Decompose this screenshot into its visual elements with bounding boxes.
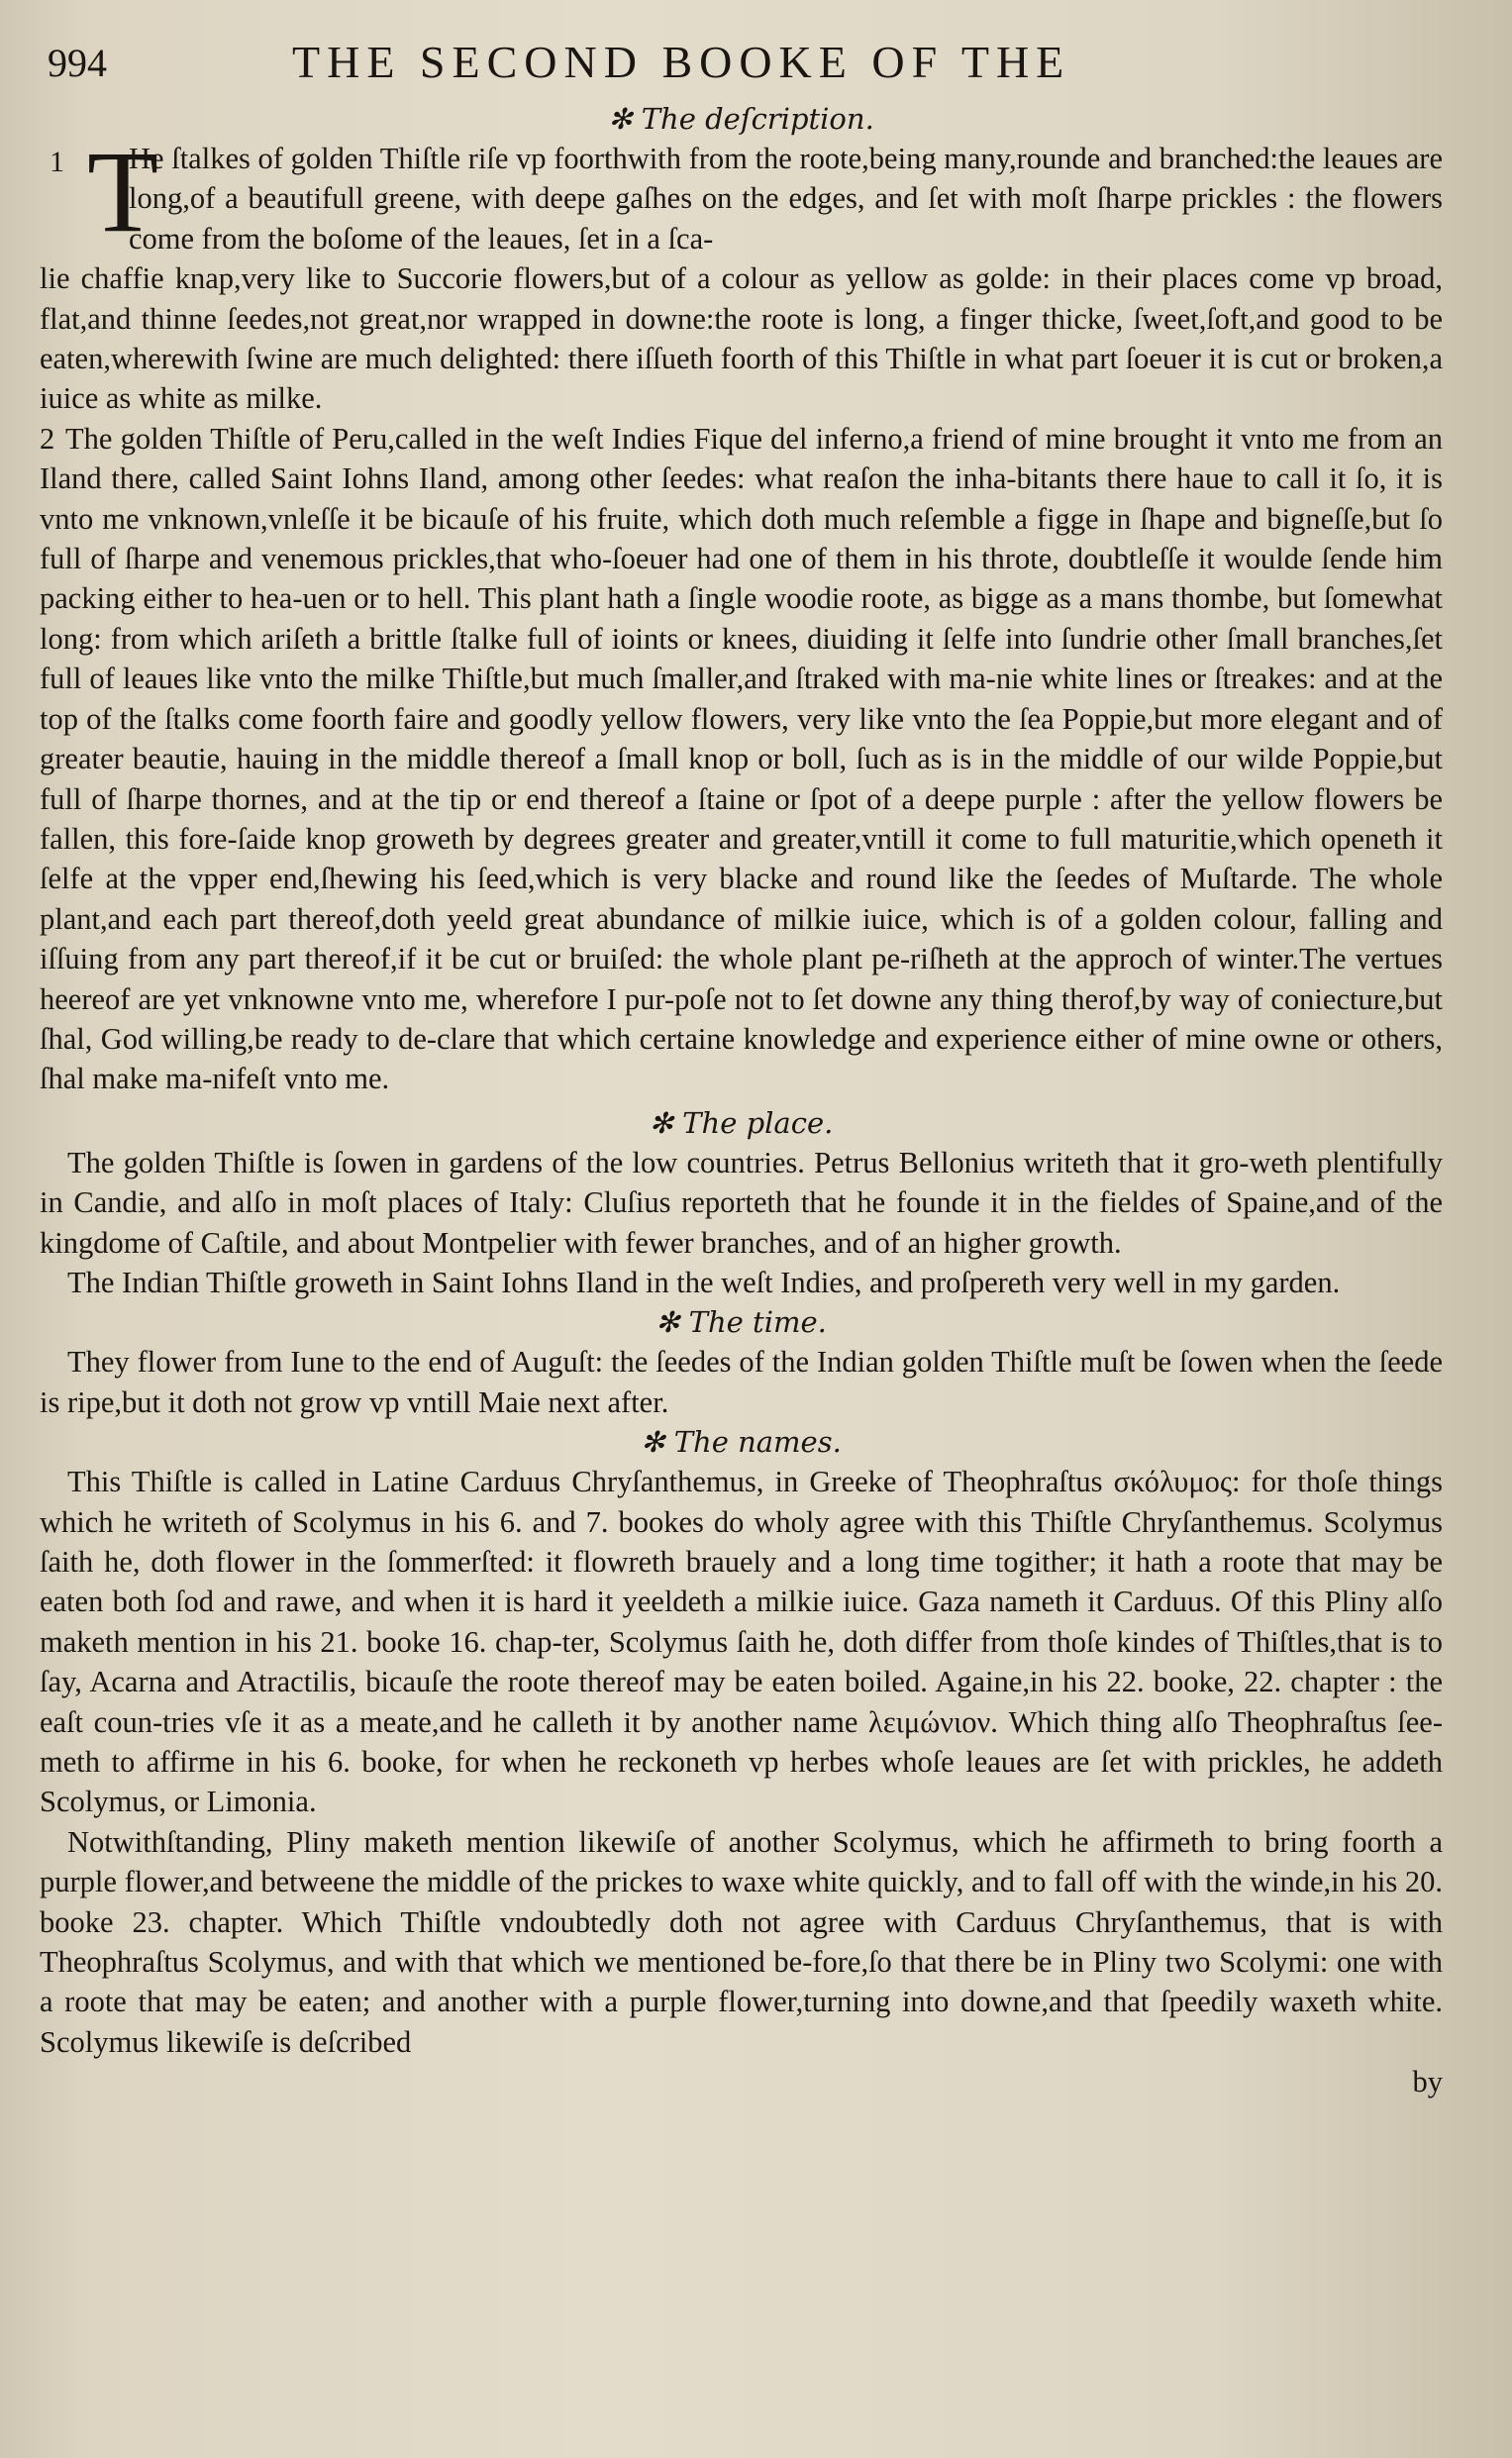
description-paragraph-2 — [40, 419, 1443, 1099]
description-heading: ✻ The deſcription. — [608, 102, 874, 136]
names-paragraph-1: This Thiſtle is called in Latine Carduus Chryſanthemus, in Greeke of Theophraſtus σκόλυμος: for thoſe things which he writeth of Scolymus in his 6. and 7. bookes do wholy agree with this Thiſtle Chryſanthemus. Scolymus ſaith he, doth flower in the ſommerſted: it flowreth brauely and a long time togither; it hath a roote that may be eaten both ſod and rawe, and when it is hard it yeeldeth a milkie iuice. Gaza nameth it Carduus. Of this Pliny alſo maketh mention in his 21. booke 16. chap-ter, Scolymus ſaith he, doth differ from thoſe kindes of Thiſtles,that is to ſay, Acarna and Atractilis, bicauſe the roote thereof may be eaten boiled. Againe,in his 22. booke, 22. chapter : the eaſt coun-tries vſe it as a meate,and he calleth it by another name λειμώνιον. Which thing alſo Theophraſtus ſee-meth to affirme in his 6. booke, for when he reckoneth vp herbes whoſe leaues are ſet with prickles, he addeth Scolymus, or Limonia. — [40, 1465, 1443, 1819]
names-heading: ✻ The names. — [641, 1425, 842, 1460]
paragraph-text: The golden Thiſtle of Peru,called in the weſt Indies Fique del inferno,a friend of mine brought it vnto me from an Iland there, called Saint Iohns Iland, among other ſeedes: what reaſon the inha-bitants there haue to call it ſo, it is vnto me vnknown,vnleſſe it be bicauſe of his fruite, which doth much reſemble a figge in ſhape and bigneſſe,but ſo full of ſharpe and venemous prickles,that who-ſoeuer had one of them in his throte, doubtleſſe it woulde ſende him packing either to hea-uen or to hell. This plant hath a ſingle woodie roote, as bigge as a mans thombe, but ſomewhat long: from which ariſeth a brittle ſtalke full of ioints or knees, diuiding it ſelfe into ſundrie other ſmall branches,ſet full of leaues like vnto the milke Thiſtle,but much ſmaller,and ſtraked with ma-nie white lines or ſtreakes: and at the top of the ſtalks come foorth faire and goodly yellow flowers, very like vnto the ſea Poppie,but more elegant and of greater beautie, hauing in the middle thereof a ſmall knop or boll, ſuch as is in the middle of our wilde Poppie,but full of ſharpe thornes, and at the tip or end thereof a ſtaine or ſpot of a deepe purple : after the yellow flowers be fallen, this fore-ſaide knop groweth by degrees greater and greater,vntill it come to full maturitie,which openeth it ſelfe at the vpper end,ſhewing his ſeed,which is very blacke and round like the ſeedes of Muſtarde. The whole plant,and each part thereof,doth yeeld great abundance of milkie iuice, which is of a golden colour, falling and iſſuing from any part thereof,if it be cut or bruiſed: the whole plant pe-riſheth at the approch of winter.The vertues heereof are yet vnknowne vnto me, wherefore I pur-poſe not to ſet downe any thing therof,by way of coniecture,but ſhal, God willing,be ready to de-clare that which certaine knowledge and experience either of mine owne or others, ſhal make ma-nifeſt vnto me. — [40, 421, 1443, 1096]
paragraph-text: He ſtalkes of golden Thiſtle riſe vp foorthwith from the roote,being many,rounde and branched:the leaues are long,of a beautifull greene, with deepe gaſhes on the edges, and ſet with moſt ſharpe prickles : the flowers come from the boſome of the leaues, ſet in a ſca- — [129, 142, 1443, 256]
place-paragraph-2: The Indian Thiſtle groweth in Saint Iohns Iland in the weſt Indies, and proſpereth very well in my garden. — [67, 1265, 1341, 1299]
description-paragraph-1 — [40, 127, 1443, 258]
names-paragraph-2: Notwithſtanding, Pliny maketh mention likewiſe of another Scolymus, which he affirmeth to bring foorth a purple flower,and betweene the middle of the prickes to waxe white quickly, and to fall off with the winde,in his 20. booke 23. chapter. Which Thiſtle vndoubtedly doth not agree with Carduus Chryſanthemus, that is with Theophraſtus Scolymus, and with that which we mentioned be-fore,ſo that there be in Pliny two Scolymi: one with a roote that may be eaten; and another with a purple flower,turning into downe,and that ſpeedily waxeth white. Scolymus likewiſe is deſcribed — [40, 1824, 1443, 2059]
paragraph-number: 1 — [50, 146, 64, 178]
place-heading: ✻ The place. — [649, 1105, 834, 1140]
catchword: by — [1412, 2065, 1443, 2100]
description-paragraph-1-continued: lie chaffie knap,very like to Succorie flowers,but of a colour as yellow as golde: in their places come vp broad, flat,and thinne ſeedes,not great,nor wrapped in downe:the roote is long, a finger thicke, ſweet,ſoft,and good to be eaten,wherewith ſwine are much delighted: there iſſueth foorth of this Thiſtle in what part ſoeuer it is cut or broken,a iuice as white as milke. — [40, 261, 1443, 416]
place-paragraph-1: The golden Thiſtle is ſowen in gardens of the low countries. Petrus Bellonius writeth that it gro-weth plentifully in Candie, and alſo in moſt places of Italy: Cluſius reporteth that he founde it in the fieldes of Spaine,and of the kingdome of Caſtile, and about Montpelier with fewer branches, and of an higher growth. — [40, 1145, 1443, 1260]
page-header — [40, 30, 1443, 99]
running-head: THE SECOND BOOKE OF THE — [292, 37, 1071, 87]
drop-capital: T — [87, 127, 159, 256]
time-heading: ✻ The time. — [655, 1305, 827, 1340]
page-number: 994 — [48, 41, 107, 85]
time-paragraph-1: They flower from Iune to the end of Auguſt: the ſeedes of the Indian golden Thiſtle muſt be ſowen when the ſeede is ripe,but it doth not grow vp vntill Maie next after. — [40, 1345, 1443, 1419]
paragraph-number: 2 — [40, 421, 55, 456]
